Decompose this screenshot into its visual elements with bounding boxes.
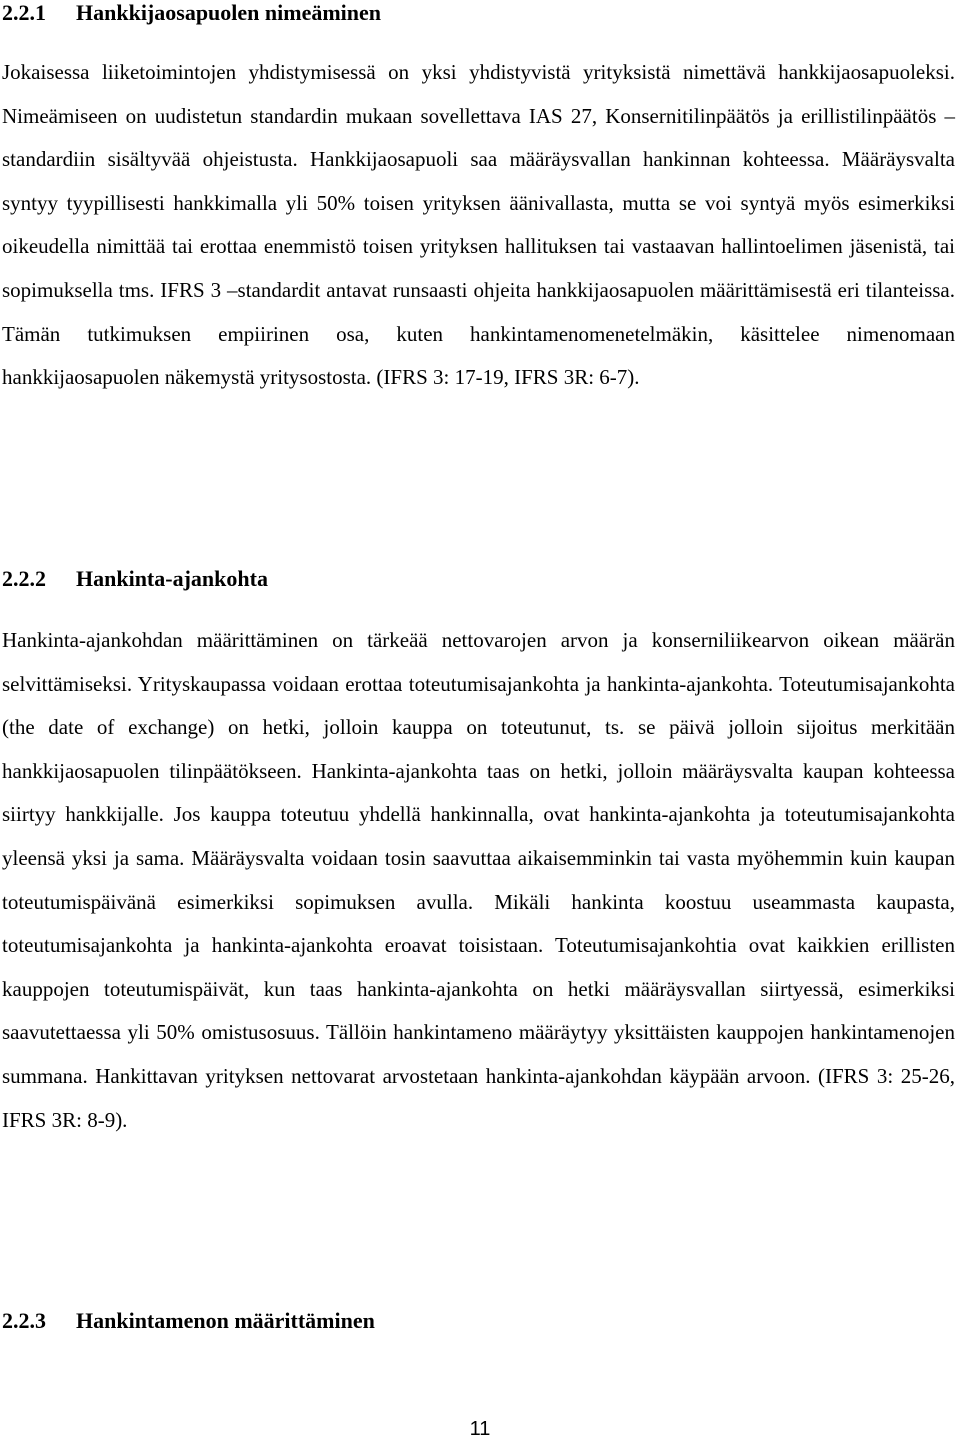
section-number: 2.2.1	[2, 0, 46, 25]
page-number: 11	[469, 1418, 491, 1440]
section-title: Hankinta-ajankohta	[76, 566, 268, 591]
body-paragraph: Hankinta-ajankohdan määrittäminen on tärkeää nettovarojen arvon ja konserniliikearvon oikean määrän selvittämiseksi. Yrityskaupassa voidaan erottaa toteutumisajankohta ja hankinta-ajankohta. Toteutumisajankohta (the date of exchange) on hetki, jolloin kauppa on toteutunut, ts. se päivä jolloin sijoitus merkitään hankkijaosapuolen tilinpäätökseen. Hankinta-ajankohta taas on hetki, jolloin määräysvalta kaupan kohteessa siirtyy hankkijalle. Jos kauppa toteutuu yhdellä hankinnalla, ovat hankinta-ajankohta ja toteutumisajankohta yleensä yksi ja sama. Määräysvalta voidaan tosin saavuttaa aikaisemminkin tai vasta myöhemmin kuin kaupan toteutumispäivänä esimerkiksi sopimuksen avulla. Mikäli hankinta koostuu useammasta kaupasta, toteutumisajankohta ja hankinta-ajankohta eroavat toisistaan. Toteutumisajankohtia ovat kaikkien erillisten kauppojen toteutumispäivät, kun taas hankinta-ajankohta on hetki määräysvallan siirtyessä, esimerkiksi saavutettaessa yli 50% omistusosuus. Tällöin hankintameno määräytyy yksittäisten kauppojen hankintamenojen summana. Hankittavan yrityksen nettovarat arvostetaan hankinta-ajankohdan käypään arvoon. (IFRS 3: 25-26, IFRS 3R: 8-9).	[2, 628, 955, 1132]
section-number: 2.2.3	[2, 1308, 46, 1333]
body-paragraph: Jokaisessa liiketoimintojen yhdistymisessä on yksi yhdistyvistä yrityksistä nimettävä hankkijaosapuoleksi. Nimeämiseen on uudistetun standardin mukaan sovellettava IAS 27, Konsernitilinpäätös ja erillistilinpäätös –standardiin sisältyvää ohjeistusta. Hankkijaosapuoli saa määräysvallan hankinnan kohteessa. Määräysvalta syntyy tyypillisesti hankkimalla yli 50% toisen yrityksen äänivallasta, mutta se voi syntyä myös esimerkiksi oikeudella nimittää tai erottaa enemmistö toisen yrityksen hallituksen tai vastaavan hallintoelimen jäsenistä, tai sopimuksella tms. IFRS 3 –standardit antavat runsaasti ohjeita hankkijaosapuolen määrittämisestä eri tilanteissa. Tämän tutkimuksen empiirinen osa, kuten hankintamenomenetelmäkin, käsittelee nimenomaan hankkijaosapuolen näkemystä yritysostosta. (IFRS 3: 17-19, IFRS 3R: 6-7).	[2, 60, 955, 390]
section-title: Hankintamenon määrittäminen	[76, 1308, 375, 1333]
section-heading	[2, 0, 381, 26]
section-heading	[2, 566, 268, 592]
section-title: Hankkijaosapuolen nimeäminen	[76, 0, 382, 25]
section-number: 2.2.2	[2, 566, 46, 591]
section-heading	[2, 1308, 375, 1334]
